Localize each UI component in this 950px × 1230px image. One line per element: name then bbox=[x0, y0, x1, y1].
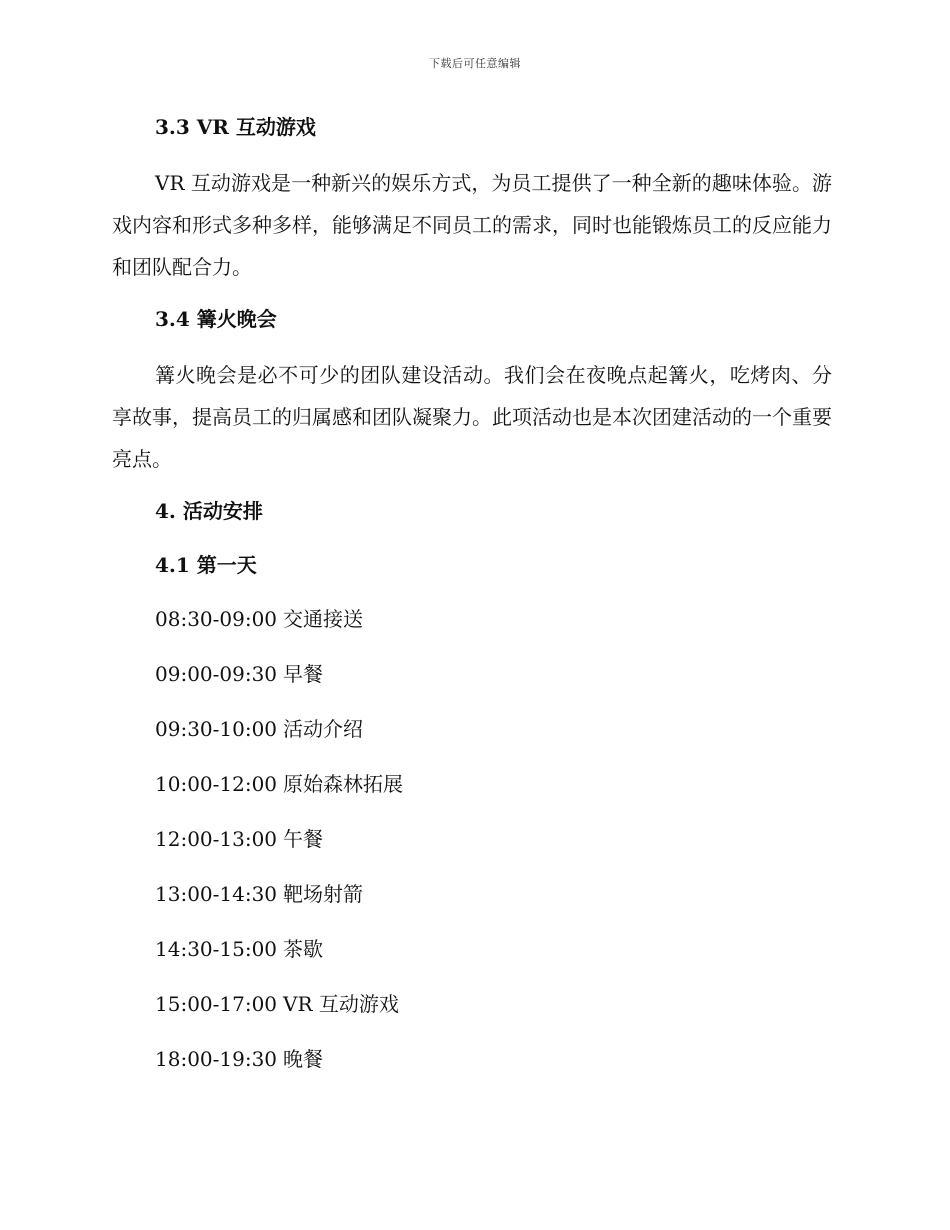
schedule-time: 18:00-19:30 bbox=[155, 1047, 278, 1071]
schedule-time: 09:30-10:00 bbox=[155, 717, 278, 741]
schedule-activity: 原始森林拓展 bbox=[283, 772, 404, 796]
header-note: 下载后可任意编辑 bbox=[429, 57, 521, 70]
schedule-item bbox=[112, 930, 832, 968]
schedule-activity: 靶场射箭 bbox=[283, 882, 364, 906]
section-paragraph-3-3: VR 互动游戏是一种新兴的娱乐方式，为员工提供了一种全新的趣味体验。游戏内容和形式多种多样，能够满足不同员工的需求，同时也能锻炼员工的反应能力和团队配合力。 bbox=[112, 171, 832, 279]
schedule-activity: 交通接送 bbox=[283, 607, 364, 631]
section-paragraph-3-4: 篝火晚会是必不可少的团队建设活动。我们会在夜晚点起篝火，吃烤肉、分享故事，提高员工的归属感和团队凝聚力。此项活动也是本次团建活动的一个重要亮点。 bbox=[112, 363, 832, 471]
schedule-time: 15:00-17:00 bbox=[155, 992, 278, 1016]
schedule-activity: VR 互动游戏 bbox=[283, 992, 399, 1016]
schedule-time: 14:30-15:00 bbox=[155, 937, 278, 961]
schedule-time: 08:30-09:00 bbox=[155, 607, 278, 631]
section-heading-3-3: 3.3 VR 互动游戏 bbox=[155, 115, 316, 139]
section-heading-4: 4. 活动安排 bbox=[155, 499, 263, 523]
section-heading-3-4: 3.4 篝火晚会 bbox=[155, 307, 277, 331]
schedule-time: 12:00-13:00 bbox=[155, 827, 278, 851]
schedule-activity: 晚餐 bbox=[283, 1047, 324, 1071]
schedule-list bbox=[112, 600, 832, 1078]
section-heading-4-1: 4.1 第一天 bbox=[155, 553, 257, 577]
schedule-time: 10:00-12:00 bbox=[155, 772, 278, 796]
schedule-item bbox=[112, 820, 832, 858]
schedule-activity: 茶歇 bbox=[283, 937, 324, 961]
schedule-item bbox=[112, 600, 832, 638]
schedule-item bbox=[112, 875, 832, 913]
schedule-item bbox=[112, 985, 832, 1023]
schedule-time: 13:00-14:30 bbox=[155, 882, 278, 906]
schedule-time: 09:00-09:30 bbox=[155, 662, 278, 686]
schedule-item bbox=[112, 1040, 832, 1078]
schedule-item bbox=[112, 765, 832, 803]
schedule-activity: 早餐 bbox=[283, 662, 324, 686]
document-body bbox=[112, 108, 832, 1095]
schedule-activity: 活动介绍 bbox=[283, 717, 364, 741]
schedule-activity: 午餐 bbox=[283, 827, 324, 851]
schedule-item bbox=[112, 710, 832, 748]
schedule-item bbox=[112, 655, 832, 693]
